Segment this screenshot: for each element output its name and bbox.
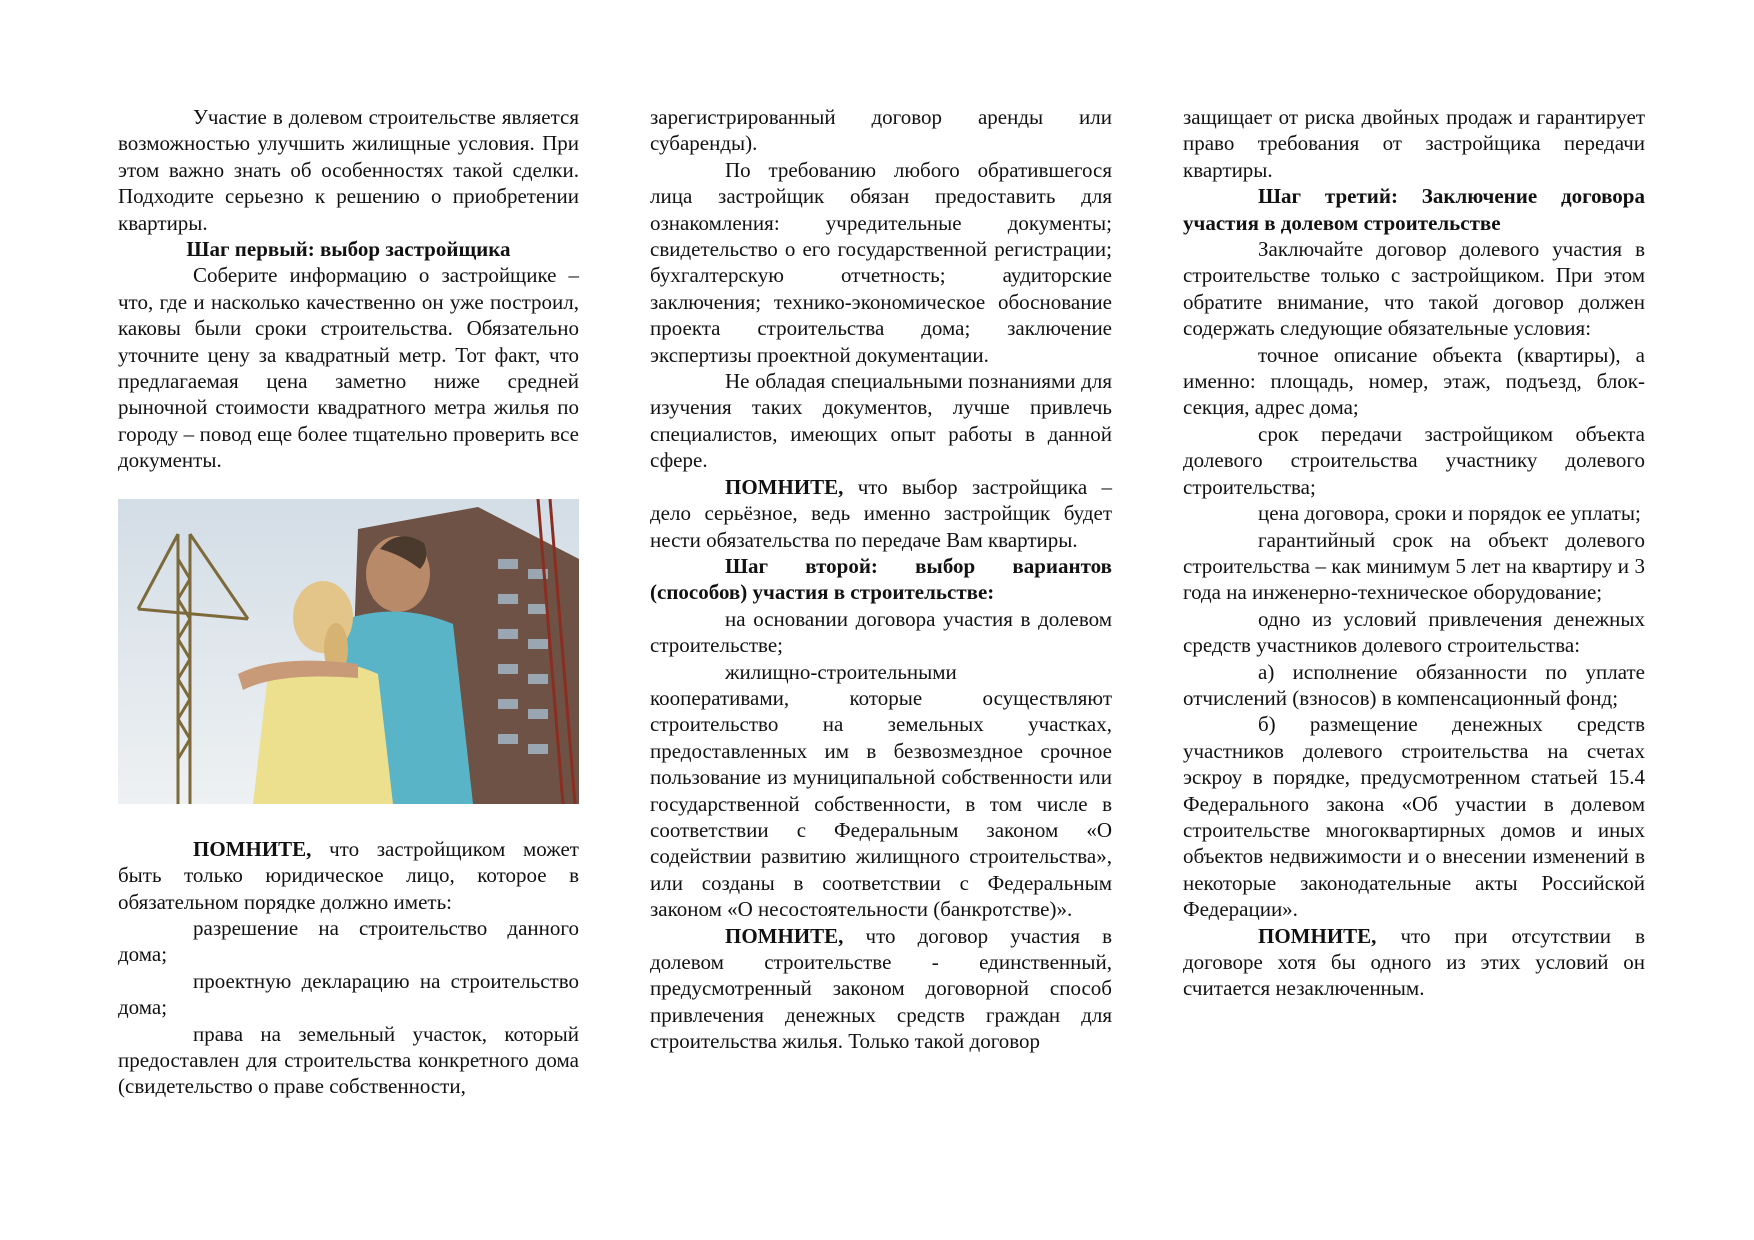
column-3 [1183,104,1645,1002]
intro-paragraph: Участие в долевом строительстве является возможностью улучшить жилищные условия. При этом важно знать об особенностях такой сделки. Подходите серьезно к решению о приобретении квартиры. [118,105,579,235]
remember-contract-paragraph: ПОМНИТЕ, что договор участия в долевом строительстве - единственный, предусмотренный законом договорной способ привлечения денежных средств граждан для строительства жилья. Только такой договор [650,923,1112,1054]
remember-choice-paragraph: ПОМНИТЕ, что выбор застройщика – дело серьёзное, ведь именно застройщик будет нести обязательства по передаче Вам квартиры. [650,474,1112,552]
remember-label: ПОМНИТЕ, [193,836,312,861]
list-item: а) исполнение обязанности по уплате отчислений (взносов) в компенсационный фонд; [1183,659,1645,710]
step-one-heading: Шаг первый: выбор застройщика [186,237,511,262]
column-1 [118,104,579,1100]
step-three-heading: Шаг третий: Заключение договора участия в долевом строительстве [1183,184,1645,235]
step-two-heading: Шаг второй: выбор вариантов (способов) участия в строительстве: [650,553,1112,605]
remember-label: ПОМНИТЕ, [1258,923,1377,948]
continued-paragraph: зарегистрированный договор аренды или субаренды). [650,105,1112,156]
list-item: проектную декларацию на строительство дома; [118,968,579,1020]
list-item: одно из условий привлечения денежных средств участников долевого строительства: [1183,606,1645,658]
list-item: на основании договора участия в долевом строительстве; [650,606,1112,658]
documents-paragraph: По требованию любого обратившегося лица застройщик обязан предоставить для ознакомления: учредительные документы; свидетельство о его государственной регистрации; бухгалтерскую отчетность; аудиторские заключения; технико-экономическое обоснование проекта строительства дома; заключение экспертизы проектной документации. [650,157,1112,367]
developer-info-paragraph: Соберите информацию о застройщике – что, где и насколько качественно он уже построил, каковы были сроки строительства. Обязательно уточните цену за квадратный метр. Тот факт, что предлагаемая цена заметно ниже средней рыночной стоимости квадратного метра жилья по городу – повод еще более тщательно проверить все документы. [118,263,579,473]
remember-conditions-paragraph: ПОМНИТЕ, что при отсутствии в договоре хотя бы одного из этих условий он считается незаключенным. [1183,923,1645,1001]
list-item: срок передачи застройщиком объекта долевого строительства участнику долевого строительства; [1183,421,1645,499]
list-item: разрешение на строительство данного дома; [118,915,579,967]
remember-label: ПОМНИТЕ, [725,474,844,499]
list-item: гарантийный срок на объект долевого строительства – как минимум 5 лет на квартиру и 3 года на инженерно-техническое оборудование; [1183,527,1645,605]
list-item-continued: кооперативами, которые осуществляют строительство на земельных участках, предоставленных им в безвозмездное срочное пользование из муниципальной собственности или государственной собственности, в том числе в соответствии с Федеральным законом «О содействии развитию жилищного строительства», или созданы в соответствии с Федеральным законом «О несостоятельности (банкротстве)». [650,685,1112,922]
list-item: б) размещение денежных средств участников долевого строительства на счетах эскроу в порядке, предусмотренном статьей 15.4 Федерального закона «Об участии в долевом строительстве многоквартирных домов и иных объектов недвижимости и о внесении изменений в некоторые законодательные акты Российской Федерации». [1183,712,1645,922]
list-item: права на земельный участок, который предоставлен для строительства конкретного дома (свидетельство о праве собственности, [118,1021,579,1099]
column-2 [650,104,1112,1055]
list-item: точное описание объекта (квартиры), а именно: площадь, номер, этаж, подъезд, блок-секция, адрес дома; [1183,342,1645,420]
contract-paragraph: Заключайте договор долевого участия в строительстве только с застройщиком. При этом обратите внимание, что такой договор должен содержать следующие обязательные условия: [1183,237,1645,341]
remember-label: ПОМНИТЕ, [725,923,844,948]
specialists-paragraph: Не обладая специальными познаниями для изучения таких документов, лучше привлечь специалистов, имеющих опыт работы в данной сфере. [650,369,1112,473]
remember-developer-paragraph: ПОМНИТЕ, что застройщиком может быть только юридическое лицо, которое в обязательном порядке должно иметь: [118,836,579,914]
continued-paragraph: защищает от риска двойных продаж и гарантирует право требования от застройщика передачи квартиры. [1183,105,1645,182]
list-item: цена договора, сроки и порядок ее уплаты; [1258,501,1641,526]
couple-near-building-photo [118,499,579,804]
list-item: жилищно-строительными [725,659,957,684]
